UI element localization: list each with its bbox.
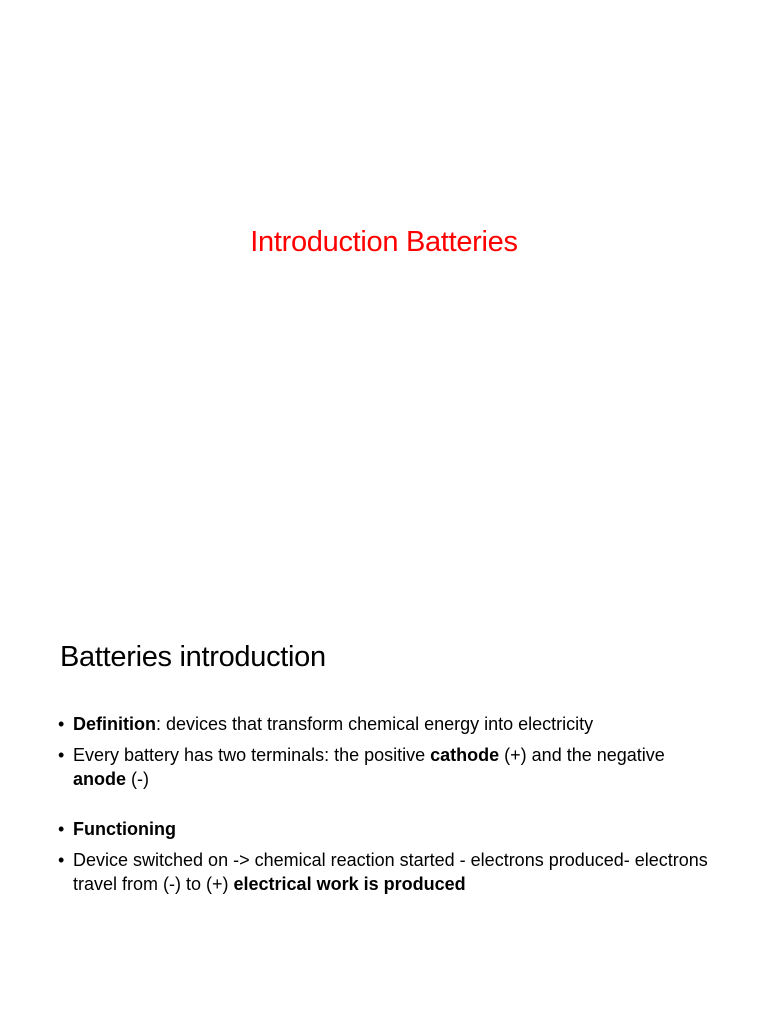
content-heading: Batteries introduction (60, 641, 326, 673)
bullet-functioning (58, 817, 718, 841)
content-slide (0, 512, 768, 1024)
terminals-mid: (+) and the negative (499, 745, 665, 765)
bullet-terminals (58, 743, 718, 791)
bullet-device-process (58, 848, 718, 896)
term-electrical-work: electrical work is produced (233, 874, 466, 894)
term-functioning: Functioning (73, 819, 176, 839)
process-lead: Device switched on -> chemical reaction started - electrons produced- electrons travel from (-) to (+) (73, 850, 708, 894)
terminals-tail: (-) (126, 769, 149, 789)
bullet-definition (58, 712, 718, 736)
definition-text: : devices that transform chemical energy into electricity (156, 714, 594, 734)
term-anode: anode (73, 769, 127, 789)
terminals-lead: Every battery has two terminals: the positive (73, 745, 431, 765)
slide-title: Introduction Batteries (250, 226, 518, 258)
term-cathode: cathode (430, 745, 500, 765)
term-definition: Definition (73, 714, 156, 734)
bullet-list (58, 712, 718, 903)
